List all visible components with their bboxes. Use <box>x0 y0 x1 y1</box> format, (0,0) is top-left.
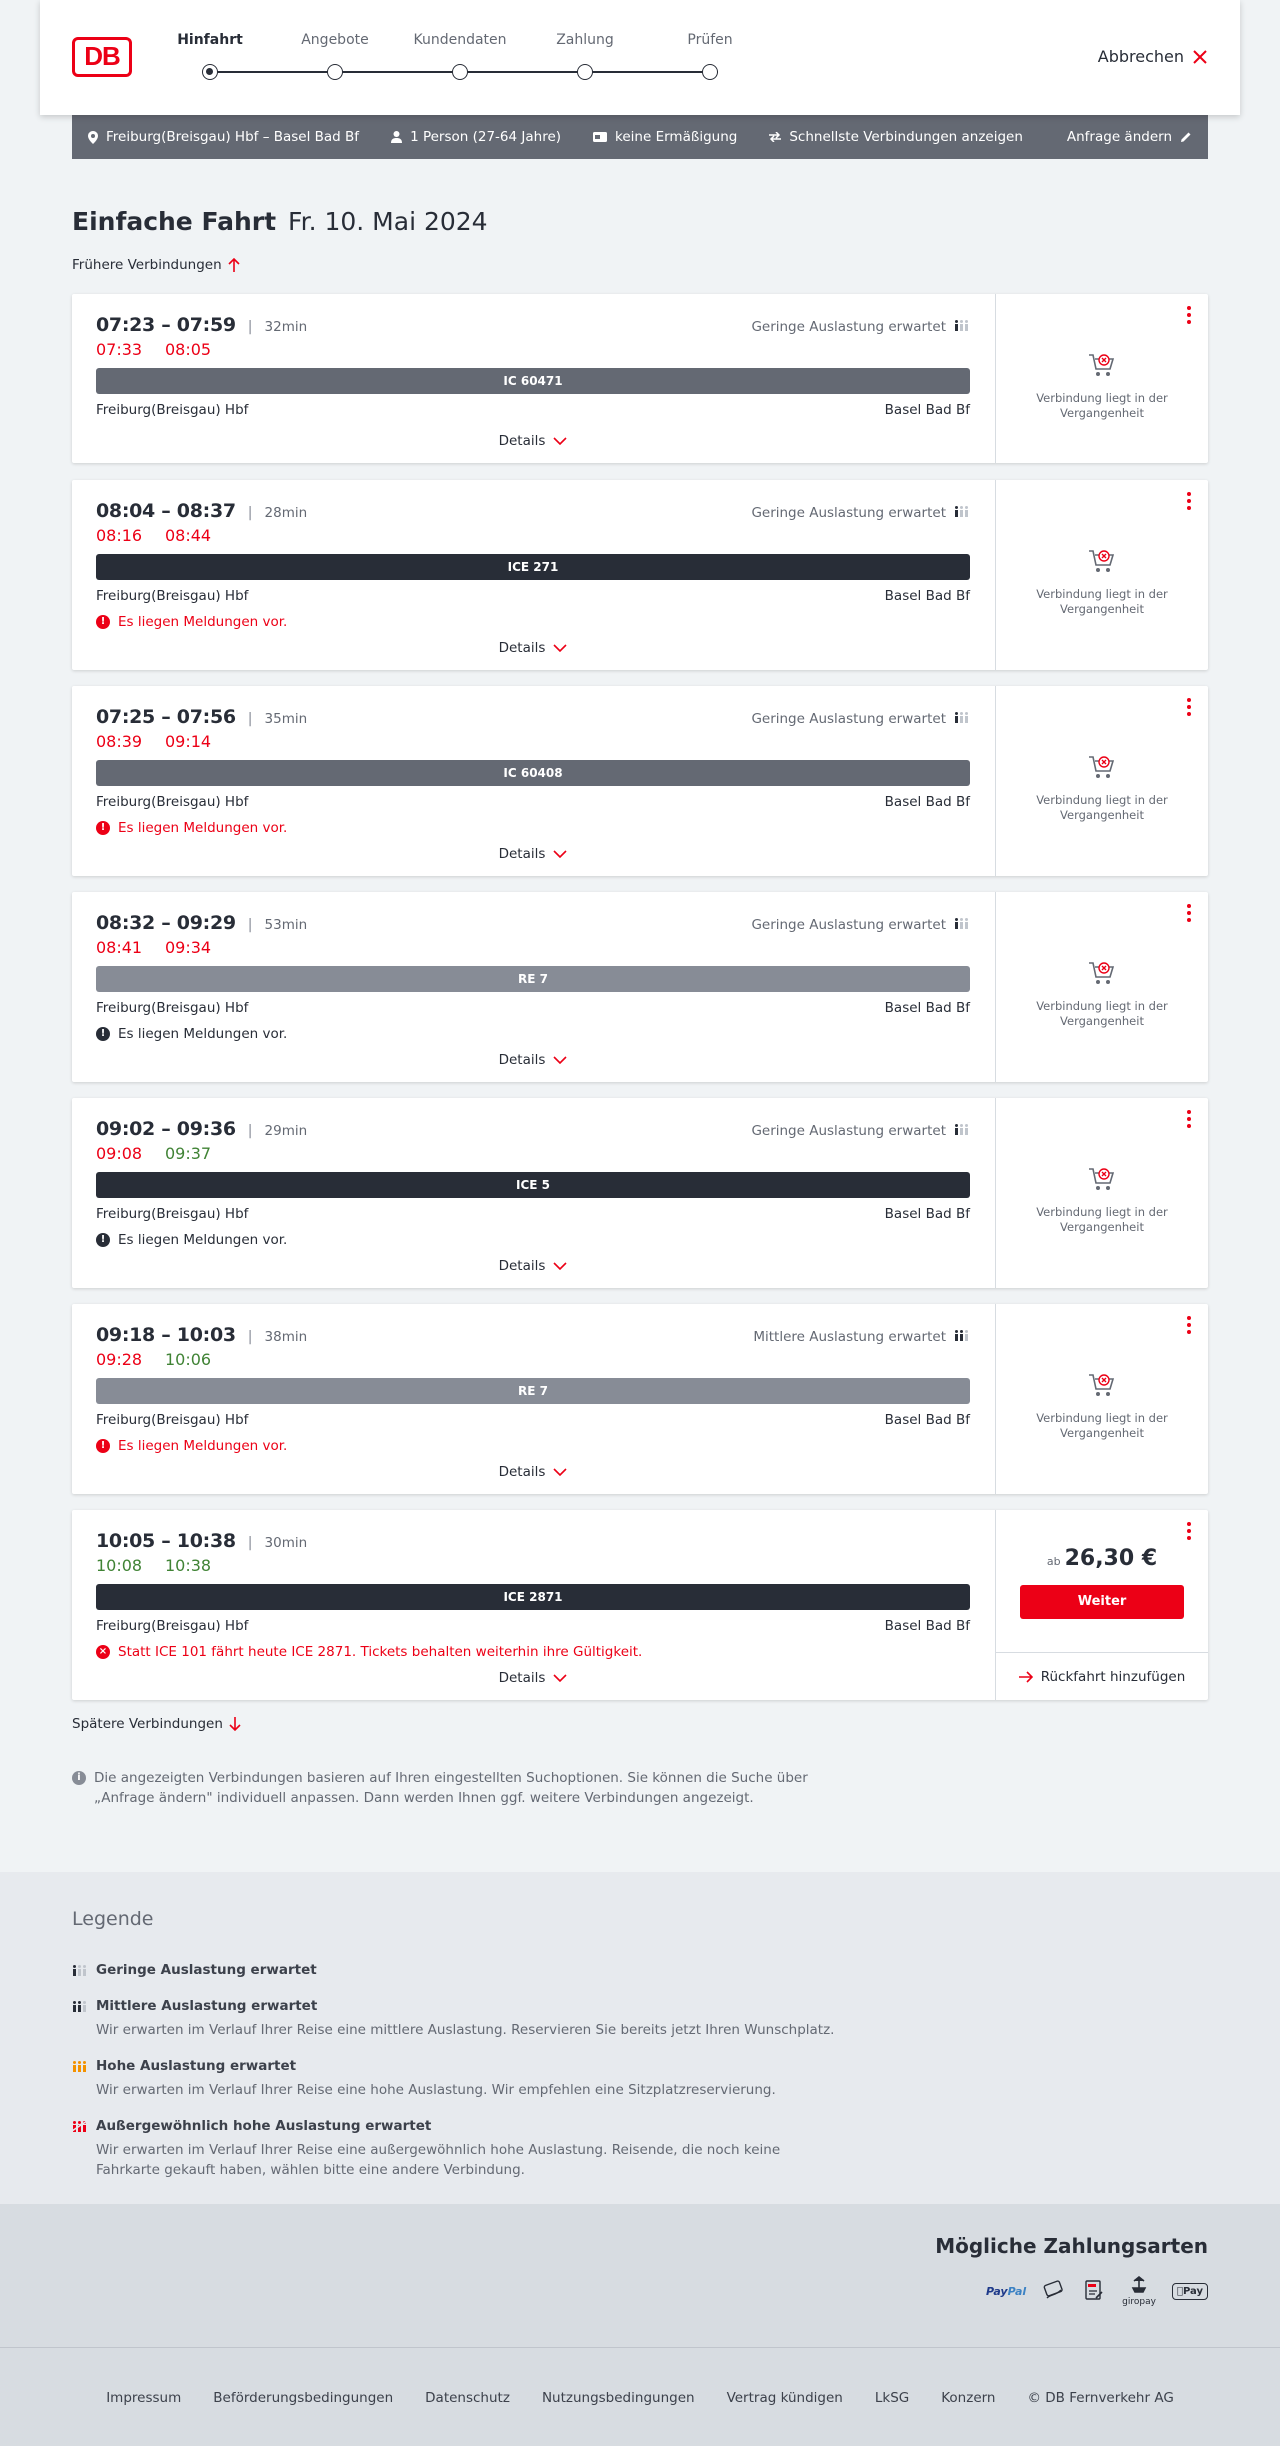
legend-item-low <box>72 1962 872 1978</box>
footer-link-konzern[interactable]: Konzern <box>941 2390 996 2406</box>
chevron-down-icon <box>553 850 567 858</box>
payment-section <box>0 2204 1280 2348</box>
arrival-station: Basel Bad Bf <box>884 588 970 604</box>
low-load-icon <box>954 917 970 933</box>
separator: | <box>247 711 253 727</box>
details-label: Details <box>498 1670 546 1686</box>
more-options-icon[interactable] <box>1186 904 1192 922</box>
paypal-wordmark-a: Pay <box>985 2285 1008 2298</box>
edit-request-button[interactable] <box>1067 129 1192 145</box>
chevron-down-icon <box>553 437 567 445</box>
details-label: Details <box>498 433 546 449</box>
duration: 30min <box>264 1535 308 1551</box>
step-kundendaten <box>400 32 520 80</box>
cart-unavailable-icon <box>1026 1371 1178 1399</box>
separator: | <box>247 917 253 933</box>
status-message <box>96 820 970 836</box>
past-label: Verbindung liegt in der Vergangenheit <box>1036 999 1168 1028</box>
more-options-icon[interactable] <box>1186 1110 1192 1128</box>
details-label: Details <box>498 640 546 656</box>
separator: | <box>247 1123 253 1139</box>
realtime-departure: 09:08 <box>96 1144 143 1163</box>
credit-card-icon <box>1042 2278 1066 2305</box>
legend-section <box>0 1872 1280 2204</box>
more-options-icon[interactable] <box>1186 306 1192 324</box>
medium-load-icon <box>72 2000 88 2012</box>
chevron-down-icon <box>553 1468 567 1476</box>
chevron-down-icon <box>553 1262 567 1270</box>
schedule-row <box>96 500 970 524</box>
duration: 29min <box>264 1123 308 1139</box>
giropay-icon <box>1122 2276 1156 2307</box>
later-label: Spätere Verbindungen <box>72 1716 223 1732</box>
realtime-arrival: 08:44 <box>165 526 212 545</box>
status-message <box>96 614 970 630</box>
connection-card[interactable] <box>72 294 1208 463</box>
details-label: Details <box>498 846 546 862</box>
legend-item-medium <box>72 1998 872 2040</box>
scheduled-times: 09:18 – 10:03 <box>96 1324 236 1346</box>
details-label: Details <box>498 1052 546 1068</box>
discount-summary <box>593 129 737 145</box>
cart-unavailable-icon <box>1026 547 1178 575</box>
footer-link-vertrag-kuendigen[interactable]: Vertrag kündigen <box>726 2390 843 2406</box>
legend-item-title: Außergewöhnlich hohe Auslastung erwartet <box>96 2118 432 2134</box>
scheduled-times: 07:23 – 07:59 <box>96 314 236 336</box>
separator: | <box>247 319 253 335</box>
load-indicator <box>753 1329 970 1345</box>
more-options-icon[interactable] <box>1186 698 1192 716</box>
passenger-summary <box>391 129 561 145</box>
realtime-departure: 08:16 <box>96 526 143 545</box>
connection-info <box>72 480 994 670</box>
details-label: Details <box>498 1258 546 1274</box>
schedule-row <box>96 1530 970 1554</box>
message-text: Es liegen Meldungen vor. <box>118 614 288 630</box>
stations-row <box>96 588 970 604</box>
paypal-wordmark-b: Pal <box>1007 2285 1027 2298</box>
error-x-icon: × <box>96 1645 110 1659</box>
offer-panel <box>995 1098 1208 1288</box>
schedule-row <box>96 314 970 338</box>
details-toggle[interactable] <box>72 640 994 656</box>
passenger-text: 1 Person (27-64 Jahre) <box>410 129 562 145</box>
weiter-button[interactable]: Weiter <box>1020 1585 1184 1619</box>
apple-pay-icon <box>1172 2283 1208 2300</box>
arrow-down-icon <box>229 1717 241 1731</box>
separator: | <box>247 1329 253 1345</box>
chevron-down-icon <box>553 1674 567 1682</box>
info-text: Die angezeigten Verbindungen basieren auf Ihren eingestellten Suchoptionen. Sie können die Suche über „Anfrage ändern" individuell anpassen. Dann werden Ihnen ggf. weitere Verbindungen angezeigt. <box>94 1770 808 1806</box>
stations-row <box>96 1206 970 1222</box>
footer-copyright: © DB Fernverkehr AG <box>1027 2390 1174 2406</box>
legend-item-extreme <box>72 2118 872 2180</box>
past-connection-notice <box>996 753 1208 823</box>
price <box>996 1546 1208 1571</box>
footer-link-befoerderungsbedingungen[interactable]: Beförderungsbedingungen <box>213 2390 394 2406</box>
stations-row <box>96 1412 970 1428</box>
footer-links <box>0 2390 1280 2406</box>
realtime-arrival: 08:05 <box>165 340 212 359</box>
offer-panel <box>995 1304 1208 1494</box>
arrow-up-icon <box>228 258 240 272</box>
header <box>40 0 1240 115</box>
step-dot <box>702 64 718 80</box>
message-text: Statt ICE 101 fährt heute ICE 2871. Tickets behalten weiterhin ihre Gültigkeit. <box>118 1644 643 1660</box>
realtime-row <box>96 936 970 962</box>
duration: 35min <box>264 711 308 727</box>
departure-station: Freiburg(Breisgau) Hbf <box>96 1206 249 1222</box>
trip-date: Fr. 10. Mai 2024 <box>288 207 488 236</box>
details-toggle[interactable] <box>72 433 994 449</box>
realtime-arrival: 09:14 <box>165 732 212 751</box>
close-icon <box>1192 49 1208 65</box>
realtime-row <box>96 1142 970 1168</box>
low-load-icon <box>954 505 970 521</box>
step-dot-current <box>202 64 218 80</box>
warning-icon: ! <box>96 1027 110 1041</box>
warning-icon: ! <box>96 615 110 629</box>
connection-card[interactable] <box>72 480 1208 670</box>
scheduled-times: 08:32 – 09:29 <box>96 912 236 934</box>
past-label: Verbindung liegt in der Vergangenheit <box>1036 1205 1168 1234</box>
connection-info <box>72 892 994 1082</box>
fastest-text: Schnellste Verbindungen anzeigen <box>789 129 1023 145</box>
step-pruefen <box>650 32 770 80</box>
schedule-row <box>96 912 970 936</box>
realtime-row <box>96 524 970 550</box>
train-bar[interactable]: IC 60471 <box>96 368 970 394</box>
low-load-icon <box>954 1123 970 1139</box>
later-connections-link[interactable] <box>72 1716 241 1732</box>
legend-item-title: Geringe Auslastung erwartet <box>96 1962 317 1978</box>
message-text: Es liegen Meldungen vor. <box>118 1232 288 1248</box>
train-bar[interactable]: RE 7 <box>96 1378 970 1404</box>
duration: 32min <box>264 319 308 335</box>
person-icon <box>391 131 402 143</box>
realtime-row <box>96 1554 970 1580</box>
realtime-row <box>96 1348 970 1374</box>
add-return-trip-link[interactable] <box>996 1652 1208 1700</box>
load-indicator <box>751 917 970 933</box>
past-connection-notice <box>996 351 1208 421</box>
schedule-row <box>96 1118 970 1142</box>
offer-box <box>996 1546 1208 1619</box>
past-connection-notice <box>996 1371 1208 1441</box>
departure-station: Freiburg(Breisgau) Hbf <box>96 794 249 810</box>
footer <box>0 2348 1280 2446</box>
location-pin-icon <box>88 131 98 144</box>
connection-info <box>72 686 994 876</box>
schedule-row <box>96 706 970 730</box>
departure-station: Freiburg(Breisgau) Hbf <box>96 402 249 418</box>
load-text: Geringe Auslastung erwartet <box>751 1123 946 1139</box>
realtime-arrival: 09:37 <box>165 1144 212 1163</box>
stations-row <box>96 402 970 418</box>
bahncard-icon <box>593 132 607 142</box>
status-message <box>96 1026 970 1042</box>
stations-row <box>96 794 970 810</box>
connection-info <box>72 1098 994 1288</box>
arrival-station: Basel Bad Bf <box>884 402 970 418</box>
earlier-connections-link[interactable] <box>72 257 240 273</box>
message-text: Es liegen Meldungen vor. <box>118 1026 288 1042</box>
past-label: Verbindung liegt in der Vergangenheit <box>1036 390 1168 420</box>
connection-card[interactable] <box>72 892 1208 1082</box>
details-label: Details <box>498 1464 546 1480</box>
warning-icon: ! <box>96 1233 110 1247</box>
giropay-label: giropay <box>1122 2297 1156 2307</box>
load-indicator <box>751 1123 970 1139</box>
details-toggle[interactable] <box>72 1052 994 1068</box>
more-options-icon[interactable] <box>1186 1522 1192 1540</box>
warning-icon: ! <box>96 821 110 835</box>
details-toggle[interactable] <box>72 1670 994 1686</box>
offer-panel <box>995 294 1208 463</box>
earlier-label: Frühere Verbindungen <box>72 257 222 273</box>
legend-item-title: Mittlere Auslastung erwartet <box>96 1998 318 2014</box>
info-note <box>72 1768 852 1808</box>
cart-unavailable-icon <box>1026 959 1178 987</box>
apple-pay-label: Pay <box>1182 2286 1203 2297</box>
page-title <box>72 207 488 236</box>
more-options-icon[interactable] <box>1186 1316 1192 1334</box>
route-summary <box>88 129 359 145</box>
step-label: Prüfen <box>687 32 733 48</box>
scheduled-times: 08:04 – 08:37 <box>96 500 236 522</box>
stations-row <box>96 1618 970 1634</box>
payment-icons <box>986 2276 1208 2307</box>
load-indicator <box>751 505 970 521</box>
realtime-arrival: 09:34 <box>165 938 212 957</box>
connection-card[interactable] <box>72 1098 1208 1288</box>
cancel-label: Abbrechen <box>1097 47 1184 66</box>
footer-link-impressum[interactable]: Impressum <box>106 2390 182 2406</box>
departure-station: Freiburg(Breisgau) Hbf <box>96 1000 249 1016</box>
load-indicator <box>751 319 970 335</box>
legend-item-desc: Wir erwarten im Verlauf Ihrer Reise eine außergewöhnlich hohe Auslastung. Reisende, die noch keine Fahrkarte gekauft haben, wählen bitte eine andere Verbindung. <box>96 2142 781 2178</box>
db-logo[interactable]: DB <box>72 37 132 77</box>
realtime-departure: 09:28 <box>96 1350 143 1369</box>
connection-card[interactable] <box>72 1510 1208 1700</box>
step-angebote <box>275 32 395 80</box>
more-options-icon[interactable] <box>1186 492 1192 510</box>
step-zahlung <box>525 32 645 80</box>
duration: 53min <box>264 917 308 933</box>
step-label: Zahlung <box>556 32 614 48</box>
past-connection-notice <box>996 1165 1208 1235</box>
search-summary-bar <box>72 115 1208 159</box>
legend-title: Legende <box>72 1908 154 1930</box>
arrival-station: Basel Bad Bf <box>884 794 970 810</box>
cart-unavailable-icon <box>1026 351 1178 379</box>
connection-card[interactable] <box>72 1304 1208 1494</box>
footer-link-datenschutz[interactable]: Datenschutz <box>425 2390 510 2406</box>
connection-card[interactable] <box>72 686 1208 876</box>
return-link-label: Rückfahrt hinzufügen <box>1040 1668 1186 1685</box>
low-load-icon <box>954 711 970 727</box>
message-text: Es liegen Meldungen vor. <box>118 820 288 836</box>
swap-arrows-icon <box>769 132 781 142</box>
separator: | <box>247 1535 253 1551</box>
cart-unavailable-icon <box>1026 1165 1178 1193</box>
scheduled-times: 10:05 – 10:38 <box>96 1530 236 1552</box>
separator: | <box>247 505 253 521</box>
train-bar[interactable]: RE 7 <box>96 966 970 992</box>
offer-panel <box>995 892 1208 1082</box>
realtime-departure: 07:33 <box>96 340 143 359</box>
edit-request-label: Anfrage ändern <box>1066 129 1172 145</box>
duration: 38min <box>264 1329 308 1345</box>
realtime-arrival: 10:38 <box>165 1556 212 1575</box>
legend-item-desc: Wir erwarten im Verlauf Ihrer Reise eine hohe Auslastung. Wir empfehlen eine Sitzplatzreservierung. <box>96 2082 776 2098</box>
fastest-summary <box>769 129 1023 145</box>
low-load-icon <box>72 1964 88 1976</box>
past-label: Verbindung liegt in der Vergangenheit <box>1036 793 1168 822</box>
departure-station: Freiburg(Breisgau) Hbf <box>96 1412 249 1428</box>
arrival-station: Basel Bad Bf <box>884 1618 970 1634</box>
price-prefix: ab <box>1046 1555 1061 1568</box>
train-bar[interactable]: ICE 5 <box>96 1172 970 1198</box>
stations-row <box>96 1000 970 1016</box>
offer-panel <box>995 686 1208 876</box>
connection-info <box>72 1510 994 1700</box>
info-icon: i <box>72 1771 86 1785</box>
departure-station: Freiburg(Breisgau) Hbf <box>96 1618 249 1634</box>
load-text: Geringe Auslastung erwartet <box>751 319 946 335</box>
offer-panel <box>995 480 1208 670</box>
pencil-icon <box>1180 131 1192 143</box>
legend-item-title: Hohe Auslastung erwartet <box>96 2058 297 2074</box>
high-load-icon <box>72 2060 88 2072</box>
past-label: Verbindung liegt in der Vergangenheit <box>1036 587 1168 616</box>
arrow-right-icon <box>1019 1671 1033 1683</box>
realtime-row <box>96 338 970 364</box>
payment-title: Mögliche Zahlungsarten <box>935 2234 1208 2258</box>
arrival-station: Basel Bad Bf <box>884 1412 970 1428</box>
step-hinfahrt <box>150 32 270 80</box>
chevron-down-icon <box>553 644 567 652</box>
extreme-load-icon <box>72 2120 88 2132</box>
message-text: Es liegen Meldungen vor. <box>118 1438 288 1454</box>
scheduled-times: 07:25 – 07:56 <box>96 706 236 728</box>
discount-text: keine Ermäßigung <box>615 129 738 145</box>
step-label: Angebote <box>301 32 369 48</box>
legend-item-high <box>72 2058 872 2100</box>
scheduled-times: 09:02 – 09:36 <box>96 1118 236 1140</box>
offer-panel <box>995 1510 1208 1700</box>
realtime-arrival: 10:06 <box>165 1350 212 1369</box>
details-toggle[interactable] <box>72 1464 994 1480</box>
status-message <box>96 1644 970 1660</box>
price-value: 26,30 € <box>1064 1546 1158 1571</box>
paypal-icon <box>986 2285 1026 2298</box>
realtime-departure: 08:39 <box>96 732 143 751</box>
arrival-station: Basel Bad Bf <box>884 1000 970 1016</box>
realtime-row <box>96 730 970 756</box>
route-text: Freiburg(Breisgau) Hbf – Basel Bad Bf <box>106 129 360 145</box>
load-text: Mittlere Auslastung erwartet <box>753 1329 946 1345</box>
details-toggle[interactable] <box>72 846 994 862</box>
duration: 28min <box>264 505 308 521</box>
low-load-icon <box>954 319 970 335</box>
realtime-departure: 08:41 <box>96 938 143 957</box>
train-bar[interactable]: ICE 2871 <box>96 1584 970 1610</box>
cancel-button[interactable] <box>1098 47 1208 66</box>
past-connection-notice <box>996 547 1208 617</box>
status-message <box>96 1438 970 1454</box>
past-connection-notice <box>996 959 1208 1029</box>
sepa-invoice-icon <box>1082 2278 1106 2305</box>
progress-stepper <box>177 32 782 92</box>
footer-link-lksg[interactable]: LkSG <box>874 2390 910 2406</box>
warning-icon: ! <box>96 1439 110 1453</box>
connection-info <box>72 294 994 463</box>
details-toggle[interactable] <box>72 1258 994 1274</box>
realtime-departure: 10:08 <box>96 1556 143 1575</box>
step-label: Kundendaten <box>413 32 507 48</box>
step-dot <box>577 64 593 80</box>
cart-unavailable-icon <box>1026 753 1178 781</box>
connection-info <box>72 1304 994 1494</box>
step-dot <box>327 64 343 80</box>
departure-station: Freiburg(Breisgau) Hbf <box>96 588 249 604</box>
step-dot <box>452 64 468 80</box>
arrival-station: Basel Bad Bf <box>884 1206 970 1222</box>
load-text: Geringe Auslastung erwartet <box>751 917 946 933</box>
trip-type: Einfache Fahrt <box>72 207 277 236</box>
footer-link-nutzungsbedingungen[interactable]: Nutzungsbedingungen <box>541 2390 695 2406</box>
load-text: Geringe Auslastung erwartet <box>751 505 946 521</box>
train-bar[interactable]: IC 60408 <box>96 760 970 786</box>
legend-item-desc: Wir erwarten im Verlauf Ihrer Reise eine mittlere Auslastung. Reservieren Sie bereits jetzt Ihren Wunschplatz. <box>96 2022 835 2038</box>
step-label: Hinfahrt <box>177 32 243 48</box>
train-bar[interactable]: ICE 271 <box>96 554 970 580</box>
load-text: Geringe Auslastung erwartet <box>751 711 946 727</box>
past-label: Verbindung liegt in der Vergangenheit <box>1036 1411 1168 1440</box>
chevron-down-icon <box>553 1056 567 1064</box>
schedule-row <box>96 1324 970 1348</box>
medium-load-icon <box>954 1329 970 1345</box>
load-indicator <box>751 711 970 727</box>
status-message <box>96 1232 970 1248</box>
